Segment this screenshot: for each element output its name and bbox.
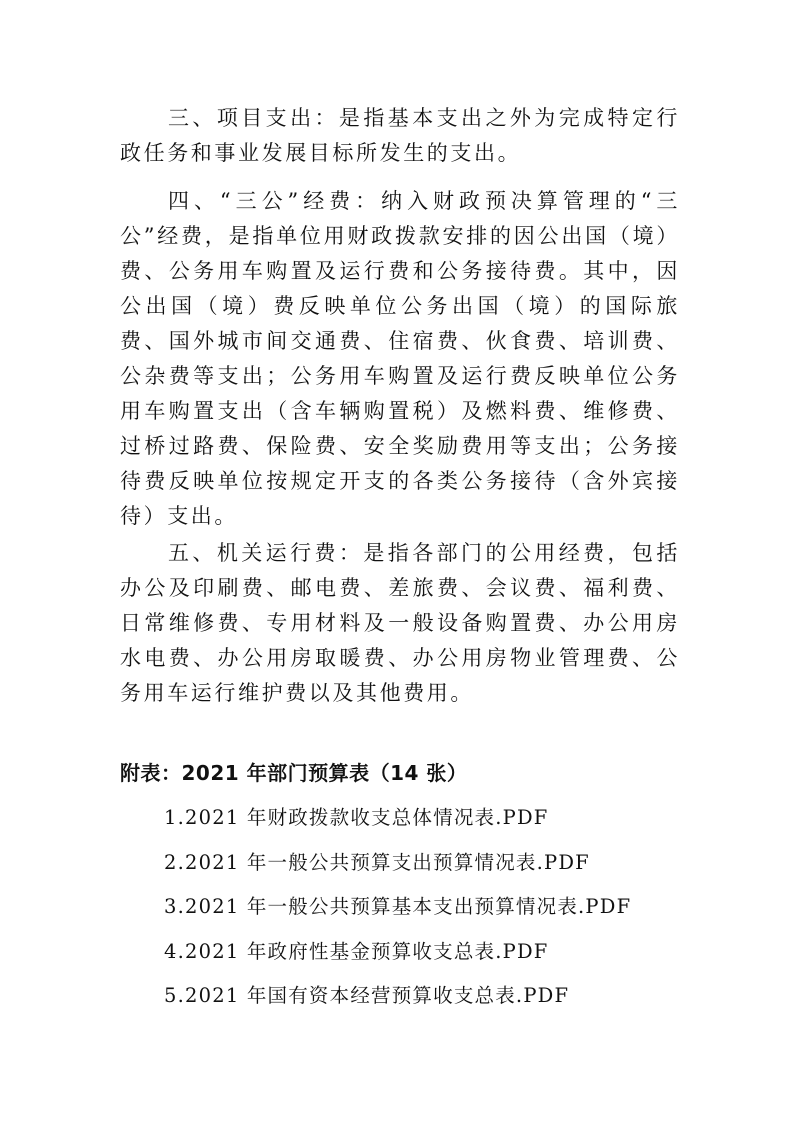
- appendix-title: 附表：2021 年部门预算表（14 张）: [120, 761, 468, 785]
- attachment-link[interactable]: 4.2021 年政府性基金预算收支总表.PDF: [164, 939, 549, 963]
- attachment-link[interactable]: 1.2021 年财政拨款收支总体情况表.PDF: [164, 806, 549, 829]
- attachment-link[interactable]: 5.2021 年国有资本经营预算收支总表.PDF: [164, 984, 570, 1007]
- attachment-link[interactable]: 3.2021 年一般公共预算基本支出预算情况表.PDF: [164, 895, 632, 918]
- definition-agency-operation-expense: 五、机关运行费：是指各部门的公用经费，包括办公及印刷费、邮电费、差旅费、会议费、福利费、日常维修费、专用材料及一般设备购置费、办公用房水电费、办公用房取暖费、办公用房物业管理费、公务用车运行维护费以及其他费用。: [120, 541, 680, 705]
- definition-three-public-expense: 四、“三公”经费：纳入财政预决算管理的“三公”经费，是指单位用财政拨款安排的因公出国（境）费、公务用车购置及运行费和公务接待费。其中，因公出国（境）费反映单位公务出国（境）的国际旅费、国外城市间交通费、住宿费、伙食费、培训费、公杂费等支出；公务用车购置及运行费反映单位公务用车购置支出（含车辆购置税）及燃料费、维修费、过桥过路费、保险费、安全奖励费用等支出；公务接待费反映单位按规定开支的各类公务接待（含外宾接待）支出。: [120, 189, 680, 528]
- definition-project-expense: 三、项目支出：是指基本支出之外为完成特定行政任务和事业发展目标所发生的支出。: [120, 106, 680, 165]
- attachment-link[interactable]: 2.2021 年一般公共预算支出预算情况表.PDF: [164, 850, 590, 874]
- attachment-list: [164, 796, 631, 1019]
